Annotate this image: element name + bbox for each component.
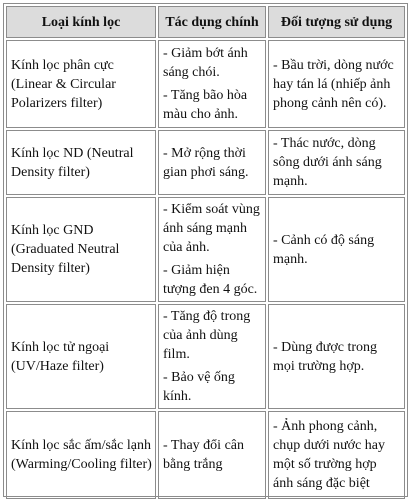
- usage-cell: - Bầu trời, dòng nước hay tán lá (nhiếp ảnh phong cảnh nên có).: [268, 40, 405, 128]
- table-row: [6, 197, 405, 302]
- effect-item: - Kiểm soát vùng ánh sáng mạnh của ảnh.: [163, 202, 260, 255]
- filter-name-cell: Kính lọc sắc ấm/sắc lạnh (Warming/Cooling filter): [6, 411, 156, 499]
- filter-name-cell: Kính lọc tử ngoại (UV/Haze filter): [6, 304, 156, 409]
- effects-cell: [158, 304, 266, 409]
- header-filter-type: Loại kính lọc: [6, 6, 156, 38]
- table-row: [6, 411, 405, 499]
- effect-item: - Mở rộng thời gian phơi sáng.: [163, 145, 249, 180]
- table-row: [6, 40, 405, 128]
- effects-cell: [158, 130, 266, 195]
- filter-name-cell: Kính lọc ND (Neutral Density filter): [6, 130, 156, 195]
- header-main-effect: Tác dụng chính: [158, 6, 266, 38]
- effect-item: - Tăng bão hòa màu cho ảnh.: [163, 88, 248, 122]
- filter-comparison-table: [3, 3, 408, 497]
- effects-cell: [158, 197, 266, 302]
- effect-item: - Giảm hiện tượng đen 4 góc.: [163, 263, 258, 297]
- effect-item: - Tăng độ trong của ảnh dùng film.: [163, 309, 251, 362]
- filter-name-cell: Kính lọc GND (Graduated Neutral Density filter): [6, 197, 156, 302]
- header-usage: Đối tượng sử dụng: [268, 6, 405, 38]
- usage-cell: - Dùng được trong mọi trường hợp.: [268, 304, 405, 409]
- effects-cell: [158, 40, 266, 128]
- header-row: [6, 6, 405, 38]
- table-row: [6, 304, 405, 409]
- table-row: [6, 130, 405, 195]
- filter-table: [4, 4, 407, 501]
- usage-cell: - Ảnh phong cảnh, chụp dưới nước hay một số trường hợp ánh sáng đặc biệt: [268, 411, 405, 499]
- effect-item: - Bảo vệ ống kính.: [163, 370, 235, 404]
- effect-item: - Thay đổi cân bằng trắng: [163, 438, 244, 472]
- usage-cell: - Thác nước, dòng sông dưới ánh sáng mạnh.: [268, 130, 405, 195]
- effect-item: - Giảm bớt ánh sáng chói.: [163, 46, 248, 80]
- usage-cell: - Cảnh có độ sáng mạnh.: [268, 197, 405, 302]
- filter-name-cell: Kính lọc phân cực (Linear & Circular Polarizers filter): [6, 40, 156, 128]
- effects-cell: [158, 411, 266, 499]
